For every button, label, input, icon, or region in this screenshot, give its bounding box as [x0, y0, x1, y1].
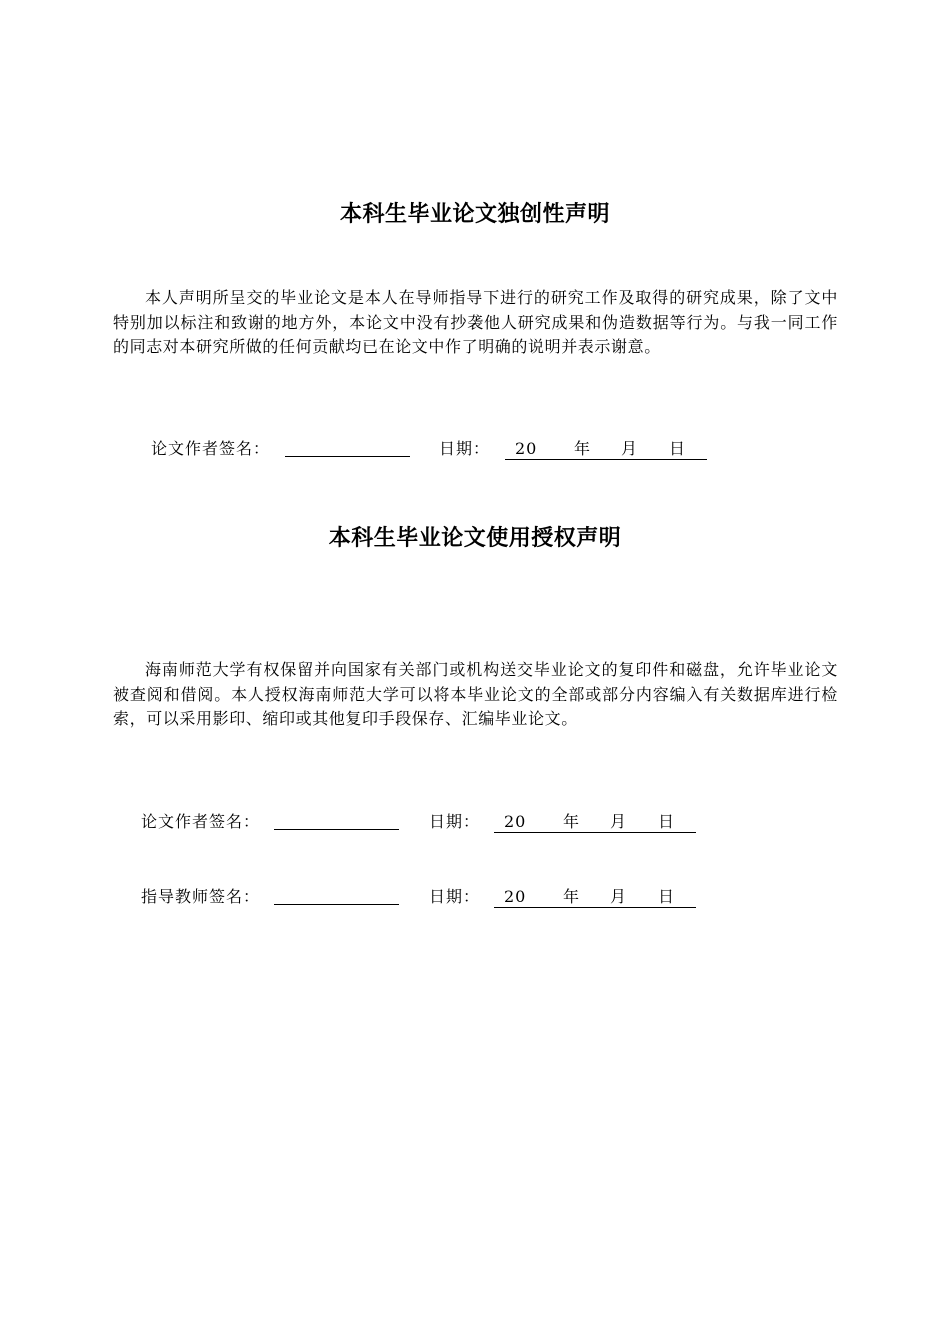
- date-year-prefix: 20: [515, 439, 538, 458]
- date-field[interactable]: [494, 810, 696, 833]
- authorization-body: 海南师范大学有权保留并向国家有关部门或机构送交毕业论文的复印件和磁盘，允许毕业论文被查阅和借阅。本人授权海南师范大学可以将本毕业论文的全部或部分内容编入有关数据库进行检索，可以采用影印、缩印或其他复印手段保存、汇编毕业论文。: [113, 660, 838, 728]
- date-day-char: 日: [658, 812, 676, 831]
- date-field[interactable]: [505, 437, 707, 460]
- date-label: 日期：: [429, 812, 481, 831]
- date-label: 日期：: [429, 887, 481, 906]
- date-label: 日期：: [439, 439, 491, 458]
- authorization-author-signature-row: [141, 810, 701, 834]
- date-field[interactable]: [494, 885, 696, 908]
- authorization-advisor-signature-row: [141, 885, 701, 909]
- author-signature-label: 论文作者签名：: [141, 812, 261, 831]
- date-year-prefix: 20: [504, 812, 527, 831]
- author-signature-field[interactable]: [274, 829, 399, 830]
- date-year-char: 年: [574, 439, 592, 458]
- author-signature-label: 论文作者签名：: [151, 439, 271, 458]
- advisor-signature-field[interactable]: [274, 904, 399, 905]
- author-signature-field[interactable]: [285, 456, 410, 457]
- originality-signature-row: [151, 437, 711, 461]
- authorization-title: 本科生毕业论文使用授权声明: [328, 526, 622, 551]
- date-year-char: 年: [563, 887, 581, 906]
- advisor-signature-label: 指导教师签名：: [141, 887, 261, 906]
- date-month-char: 月: [610, 887, 628, 906]
- date-year-char: 年: [563, 812, 581, 831]
- date-day-char: 日: [658, 887, 676, 906]
- originality-body: 本人声明所呈交的毕业论文是本人在导师指导下进行的研究工作及取得的研究成果，除了文中特别加以标注和致谢的地方外，本论文中没有抄袭他人研究成果和伪造数据等行为。与我一同工作的同志对本研究所做的任何贡献均已在论文中作了明确的说明并表示谢意。: [113, 288, 838, 356]
- originality-title: 本科生毕业论文独创性声明: [339, 202, 610, 227]
- date-day-char: 日: [669, 439, 687, 458]
- date-year-prefix: 20: [504, 887, 527, 906]
- date-month-char: 月: [610, 812, 628, 831]
- date-month-char: 月: [621, 439, 639, 458]
